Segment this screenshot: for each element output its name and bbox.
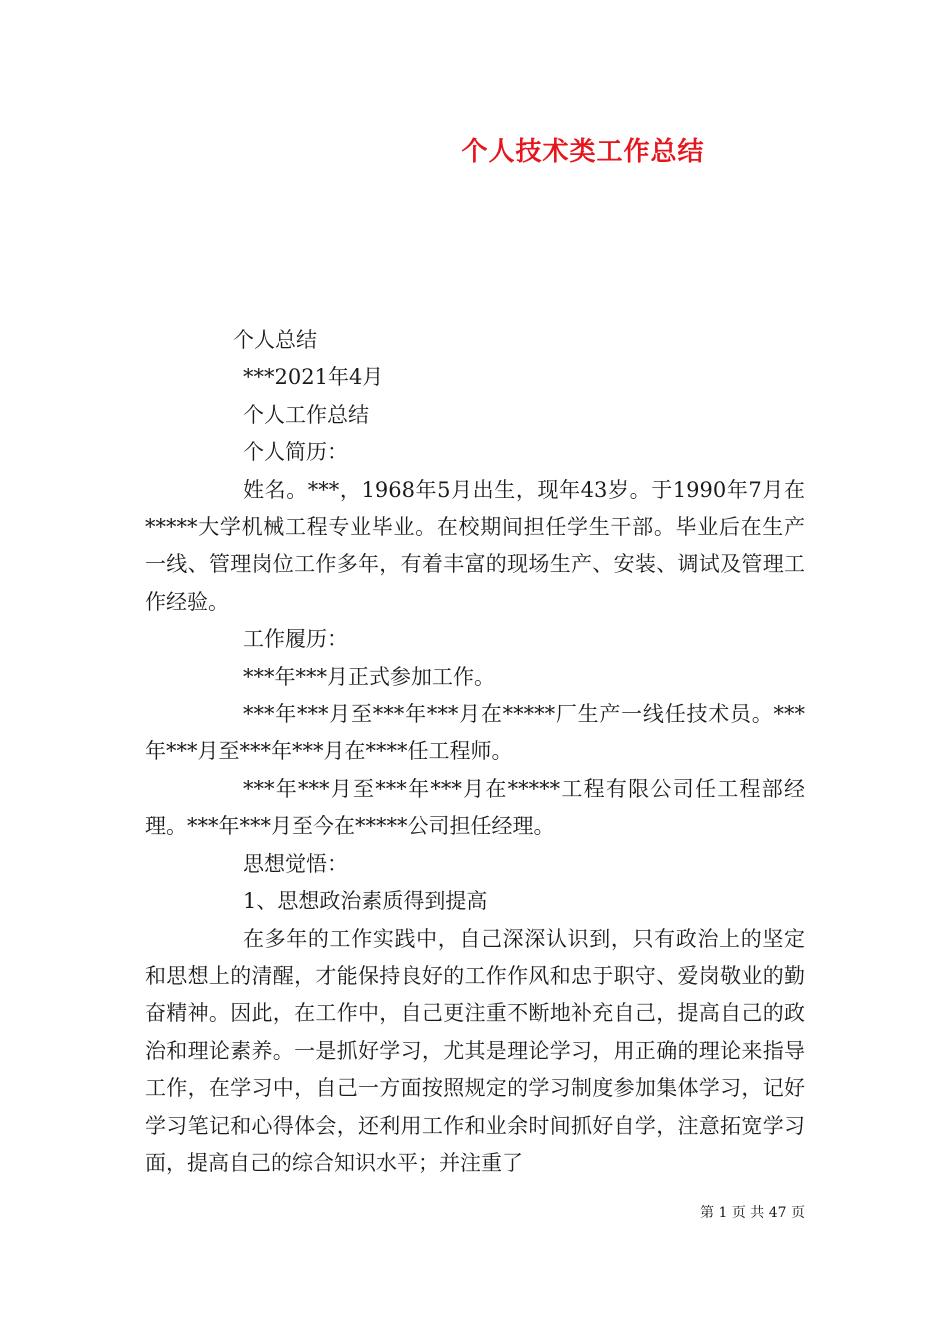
paragraph-ideology-heading: 思想觉悟： — [243, 851, 348, 876]
paragraph-resume-heading: 个人简历： — [243, 440, 348, 465]
paragraph-work-summary-heading: 个人工作总结 — [243, 402, 369, 427]
paragraph-work-history-2: ***年***月至***年***月在*****厂生产一线任技术员。***年***月至***年***月在****任工程师。 — [145, 702, 805, 764]
page-number-footer: 第 1 页 共 47 页 — [700, 1205, 805, 1221]
document-body — [145, 322, 805, 1182]
paragraph-date: ***2021年4月 — [243, 365, 384, 390]
document-title: 个人技术类工作总结 — [461, 137, 705, 167]
paragraph-ideology-body: 在多年的工作实践中，自己深深认识到，只有政治上的坚定和思想上的清醒，才能保持良好的工作作风和忠于职守、爱岗敬业的勤奋精神。因此，在工作中，自己更注重不断地补充自己，提高自己的政治和理论素养。一是抓好学习，尤其是理论学习，用正确的理论来指导工作，在学习中，自己一方面按照规定的学习制度参加集体学习，记好学习笔记和心得体会，还利用工作和业余时间抓好自学，注意拓宽学习面，提高自己的综合知识水平；并注重了 — [145, 926, 805, 1175]
paragraph-ideology-subheading: 1、思想政治素质得到提高 — [243, 889, 488, 914]
paragraph-work-history-3: ***年***月至***年***月在*****工程有限公司任工程部经理。***年***月至今在*****公司担任经理。 — [145, 776, 805, 839]
paragraph-work-history-heading: 工作履历： — [243, 627, 348, 652]
paragraph-resume: 姓名。***，1968年5月出生，现年43岁。于1990年7月在*****大学机械工程专业毕业。在校期间担任学生干部。毕业后在生产一线、管理岗位工作多年，有着丰富的现场生产、安装、调试及管理工作经验。 — [145, 477, 805, 614]
paragraph-work-history-1: ***年***月正式参加工作。 — [243, 664, 495, 689]
paragraph-summary-heading: 个人总结 — [233, 328, 317, 352]
